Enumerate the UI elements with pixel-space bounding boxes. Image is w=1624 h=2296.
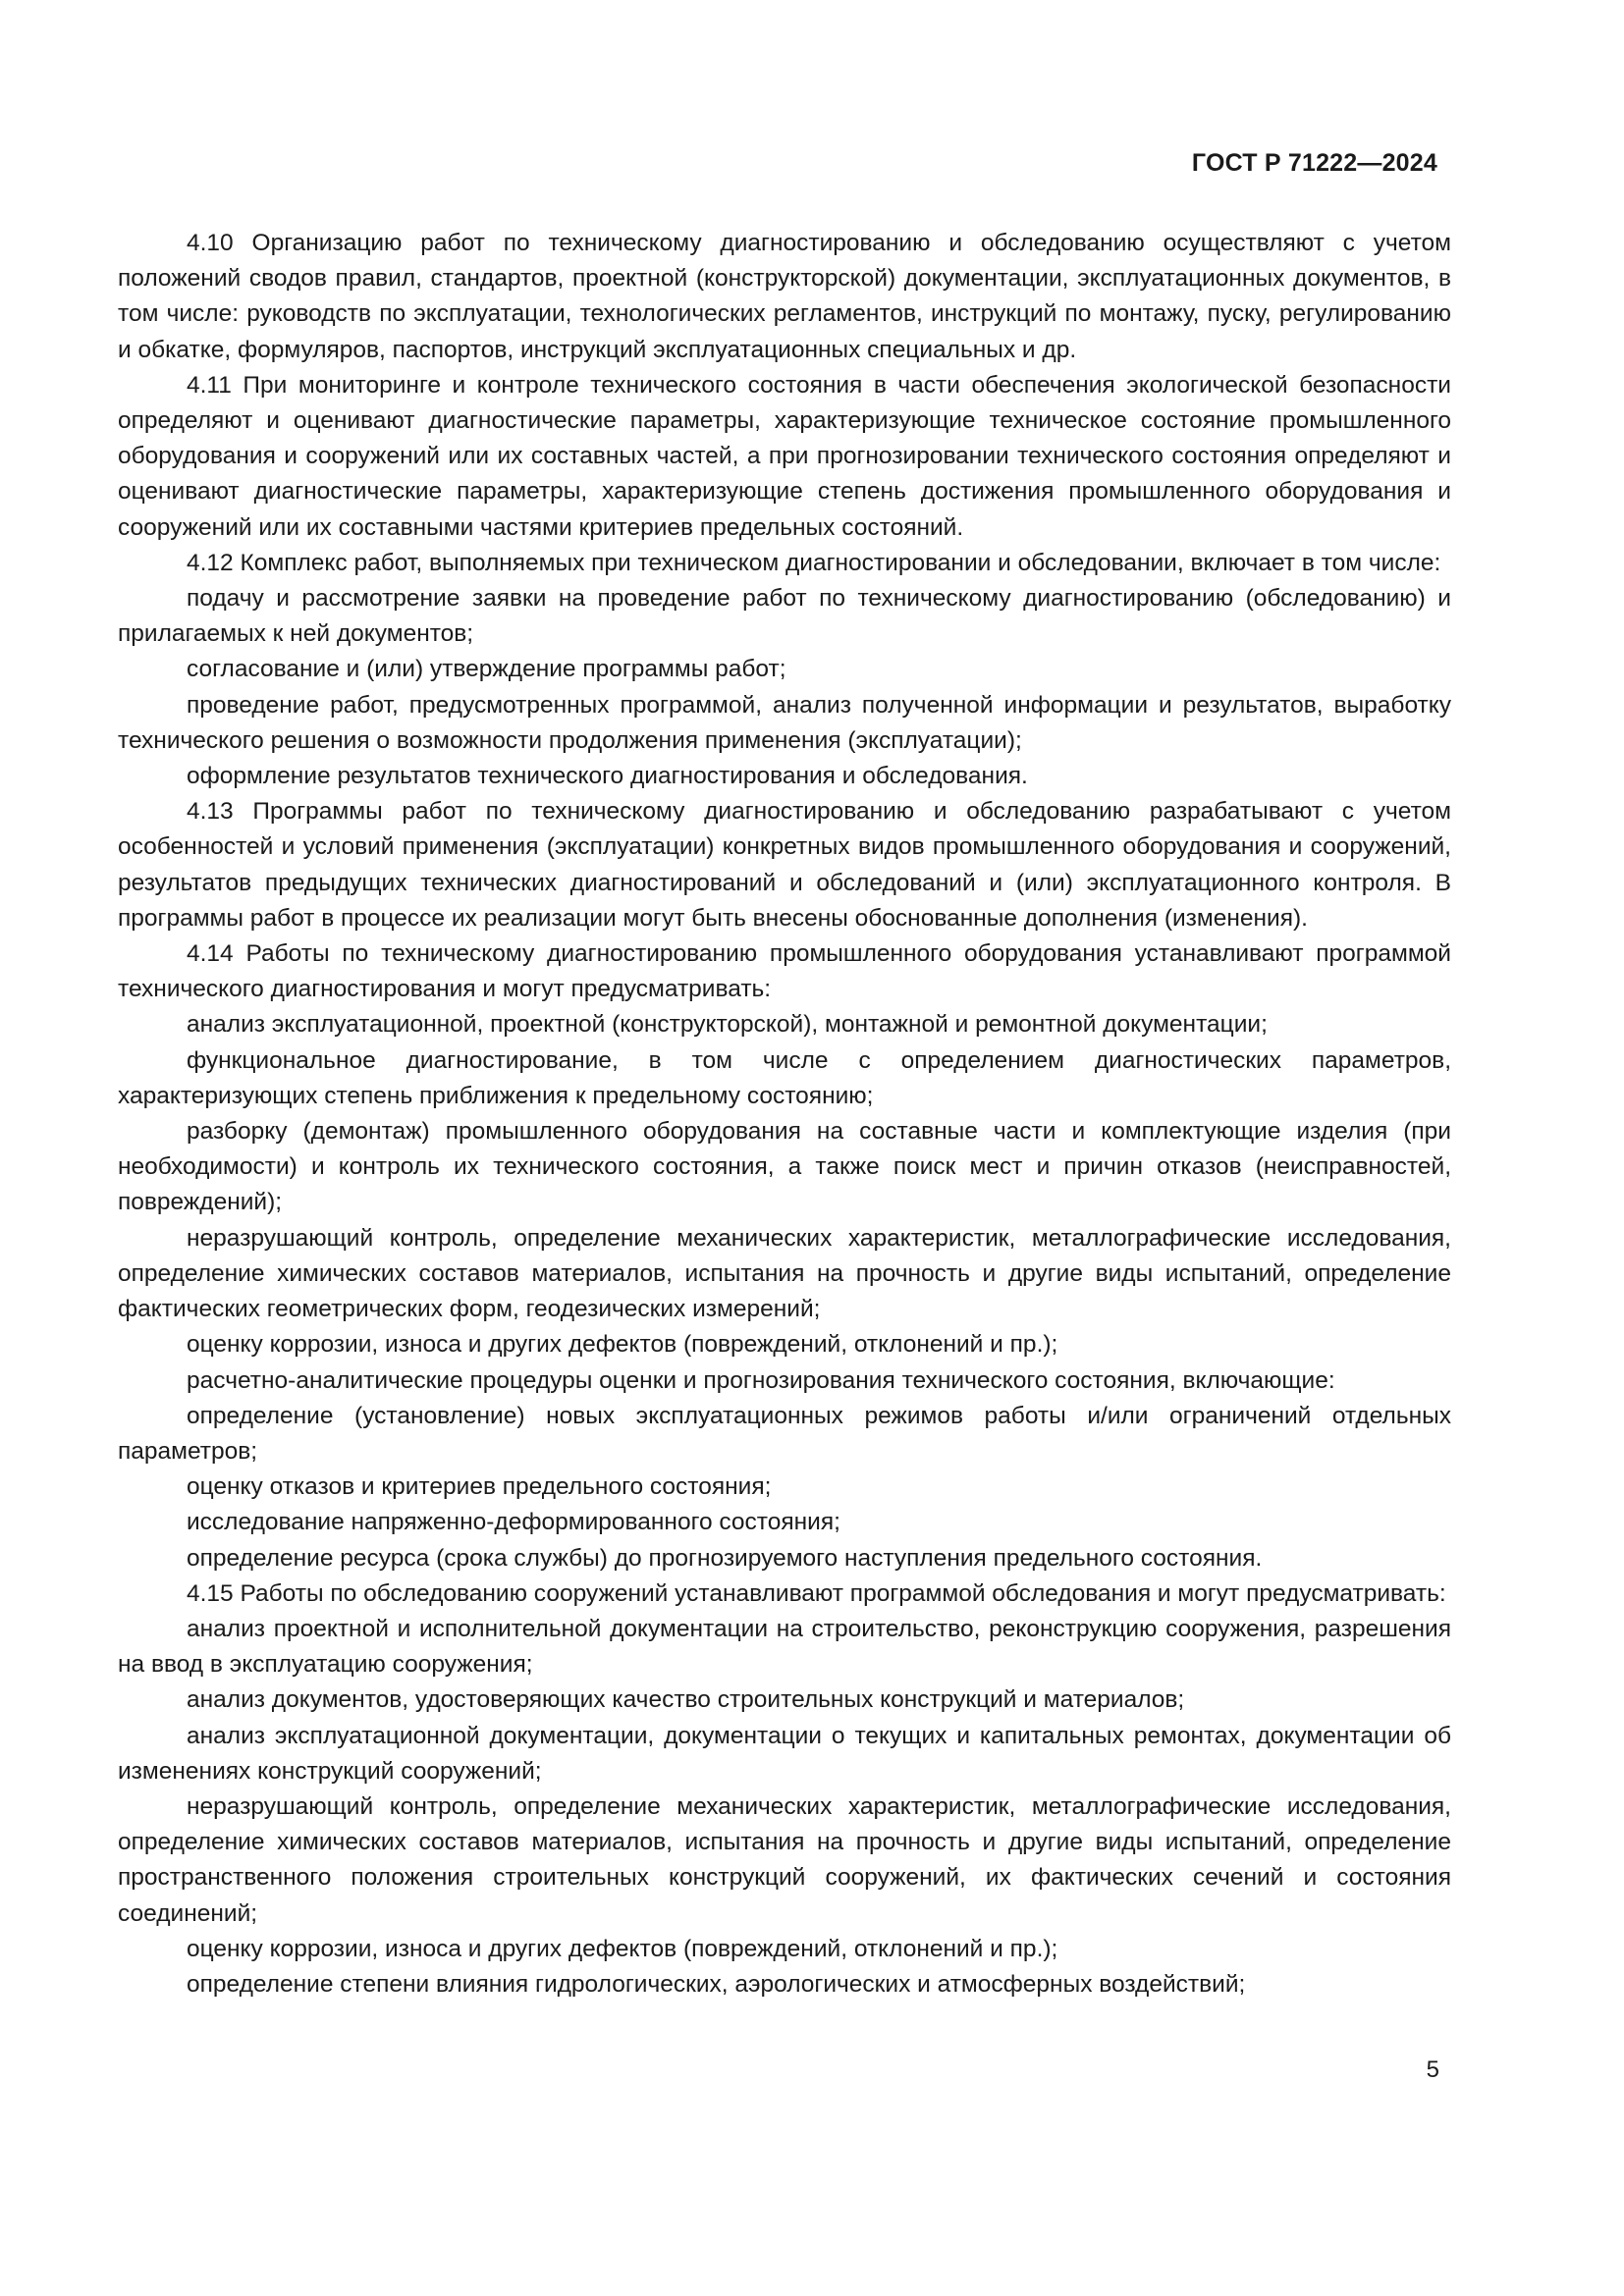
list-item: функциональное диагностирование, в том числе с определением диагностических параметров, характеризующих степень приближения к предельному состоянию; bbox=[118, 1046, 1451, 1109]
list-item: разборку (демонтаж) промышленного оборудования на составные части и комплектующие изделия (при необходимости) и контроль их технического состояния, а также поиск мест и причин отказов (неисправностей, повреждений); bbox=[118, 1118, 1451, 1216]
list-item: неразрушающий контроль, определение механических характеристик, металлографические исследования, определение химических составов материалов, испытания на прочность и другие виды испытаний, определение фактических геометрических форм, геодезических измерений; bbox=[118, 1224, 1451, 1323]
list-item: анализ документов, удостоверяющих качество строительных конструкций и материалов; bbox=[187, 1686, 1185, 1714]
list-item: оценку коррозии, износа и других дефектов (повреждений, отклонений и пр.); bbox=[187, 1935, 1058, 1962]
list-item: оценку коррозии, износа и других дефектов (повреждений, отклонений и пр.); bbox=[187, 1331, 1058, 1359]
paragraph-4-14: 4.14 Работы по техническому диагностированию промышленного оборудования устанавливают программой технического диагностирования и могут предусматривать: bbox=[118, 940, 1451, 1003]
list-item: исследование напряженно-деформированного состояния; bbox=[187, 1509, 840, 1536]
page-number: 5 bbox=[1426, 2056, 1439, 2083]
document-body bbox=[118, 226, 1451, 2002]
list-item: подачу и рассмотрение заявки на проведение работ по техническому диагностированию (обследованию) и прилагаемых к ней документов; bbox=[118, 585, 1451, 648]
list-item: анализ эксплуатационной документации, документации о текущих и капитальных ремонтах, документации об изменениях конструкций сооружений; bbox=[118, 1722, 1451, 1785]
list-item: расчетно-аналитические процедуры оценки и прогнозирования технического состояния, включающие: bbox=[187, 1366, 1335, 1394]
paragraph-4-15: 4.15 Работы по обследованию сооружений устанавливают программой обследования и могут предусматривать: bbox=[187, 1579, 1446, 1607]
list-item: проведение работ, предусмотренных программой, анализ полученной информации и результатов, выработку технического решения о возможности продолжения применения (эксплуатации); bbox=[118, 691, 1451, 754]
list-item: определение (установление) новых эксплуатационных режимов работы и/или ограничений отдельных параметров; bbox=[118, 1402, 1451, 1465]
paragraph-4-10: 4.10 Организацию работ по техническому диагностированию и обследованию осуществляют с учетом положений сводов правил, стандартов, проектной (конструкторской) документации, эксплуатационных документов, в том числе: руководств по эксплуатации, технологических регламентов, инструкций по монтажу, пуску, регулированию и обкатке, формуляров, паспортов, инструкций эксплуатационных специальных и др. bbox=[118, 230, 1451, 363]
paragraph-4-13: 4.13 Программы работ по техническому диагностированию и обследованию разрабатывают с учетом особенностей и условий применения (эксплуатации) конкретных видов промышленного оборудования и сооружений, результатов предыдущих технических диагностирований и обследований и (или) эксплуатационного контроля. В программы работ в процессе их реализации могут быть внесены обоснованные дополнения (изменения). bbox=[118, 798, 1451, 932]
list-item: оформление результатов технического диагностирования и обследования. bbox=[187, 763, 1028, 790]
list-item: анализ эксплуатационной, проектной (конструкторской), монтажной и ремонтной документации; bbox=[187, 1011, 1268, 1039]
list-item: неразрушающий контроль, определение механических характеристик, металлографические исследования, определение химических составов материалов, испытания на прочность и другие виды испытаний, определение пространственного положения строительных конструкций сооружений, их фактических сечений и состояния соединений; bbox=[118, 1792, 1451, 1927]
list-item: определение степени влияния гидрологических, аэрологических и атмосферных воздействий; bbox=[187, 1970, 1246, 1998]
list-item: определение ресурса (срока службы) до прогнозируемого наступления предельного состояния. bbox=[187, 1544, 1263, 1572]
paragraph-4-11: 4.11 При мониторинге и контроле технического состояния в части обеспечения экологической безопасности определяют и оценивают диагностические параметры, характеризующие техническое состояние промышленного оборудования и сооружений или их составных частей, а при прогнозировании технического состояния определяют и оценивают диагностические параметры, характеризующие степень достижения промышленного оборудования и сооружений или их составными частями критериев предельных состояний. bbox=[118, 371, 1451, 541]
paragraph-4-12: 4.12 Комплекс работ, выполняемых при техническом диагностировании и обследовании, включает в том числе: bbox=[187, 549, 1441, 576]
list-item: согласование и (или) утверждение программы работ; bbox=[187, 656, 786, 683]
document-code: ГОСТ Р 71222—2024 bbox=[1191, 149, 1437, 177]
list-item: оценку отказов и критериев предельного состояния; bbox=[187, 1473, 772, 1501]
list-item: анализ проектной и исполнительной документации на строительство, реконструкцию сооружения, разрешения на ввод в эксплуатацию сооружения; bbox=[118, 1615, 1451, 1679]
